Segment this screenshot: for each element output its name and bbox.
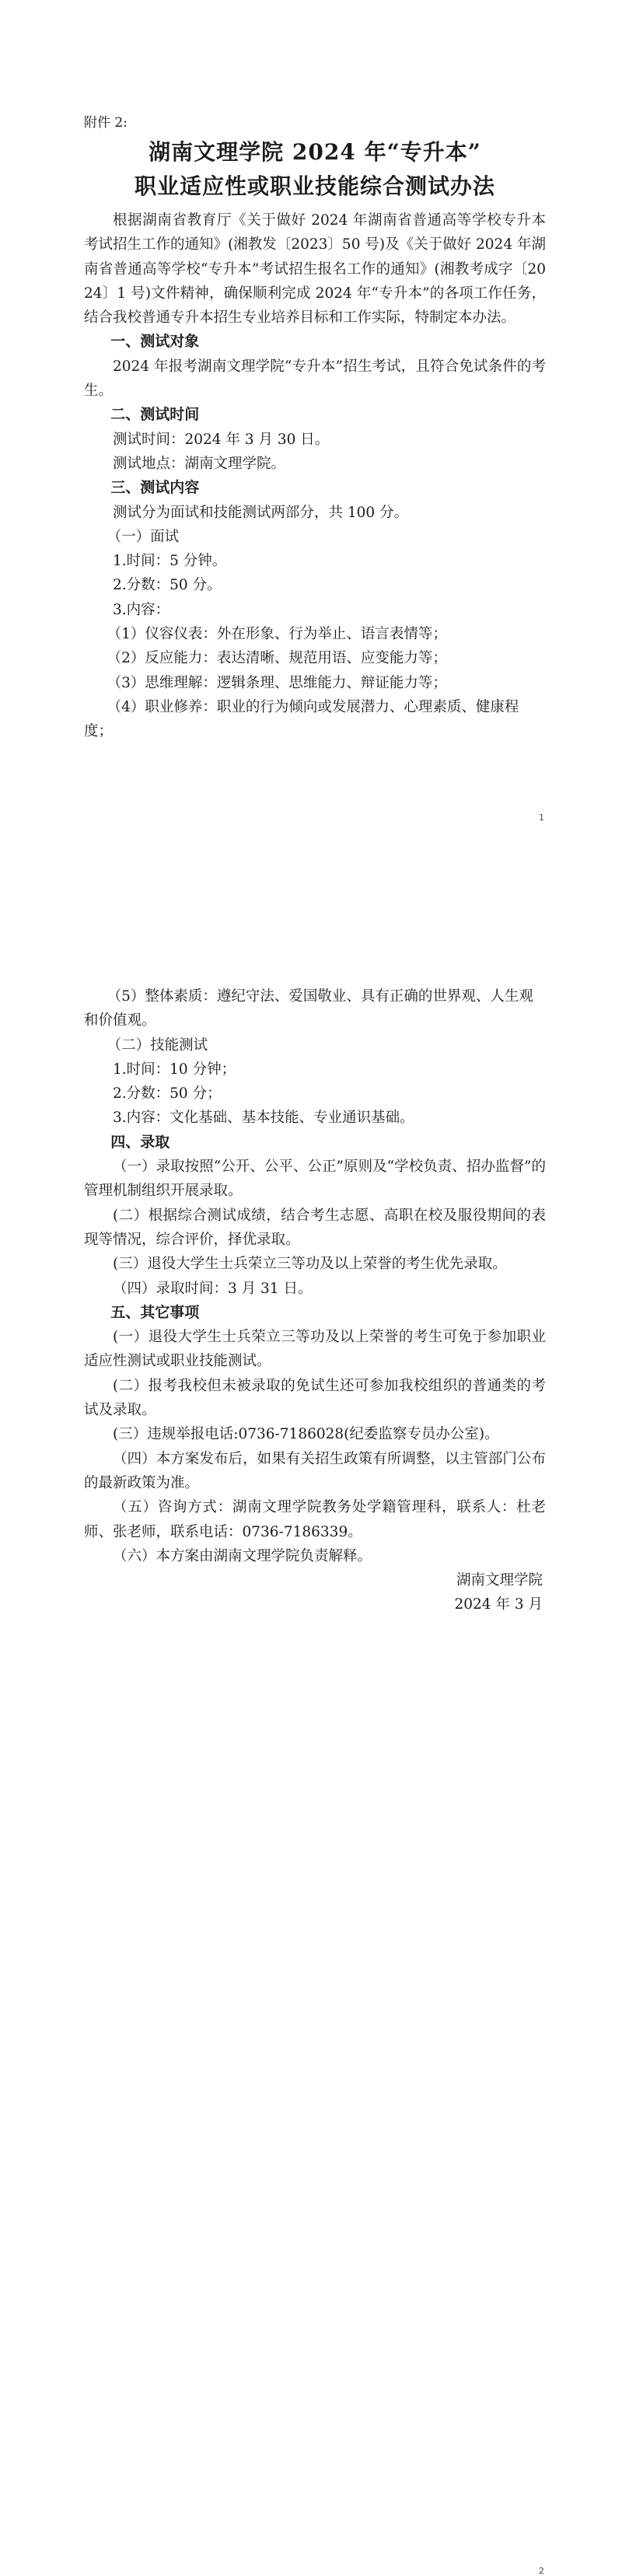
interview-content: 3.内容： [113, 601, 170, 618]
signature-organization: 湖南文理学院 [456, 1572, 543, 1589]
signature-date: 2024 年 3 月 [454, 1596, 543, 1613]
page-number-1: 1 [539, 813, 544, 823]
section-3-sub-skill: （二）技能测试 [107, 1036, 208, 1054]
section-3-heading: 三、测试内容 [110, 479, 200, 497]
section-3-text: 测试分为面试和技能测试两部分，共 100 分。 [113, 504, 409, 521]
interview-score: 2.分数：50 分。 [113, 577, 222, 594]
admission-item-2: (二）根据综合测试成绩，结合考生志愿、高职在校及服役期间的表现等情况，综合评价，择优录取。 [84, 1207, 546, 1248]
other-item-1: (一）退役大学生士兵荣立三等功及以上荣誉的考生可免于参加职业适应性测试或职业技能测试。 [84, 1329, 546, 1370]
skill-time: 1.时间：10 分钟； [113, 1061, 236, 1078]
other-item-3: (三）违规举报电话:0736-7186028(纪委监察专员办公室)。 [113, 1426, 499, 1443]
interview-item-2: （2）反应能力：表达清晰、规范用语、应变能力等； [107, 650, 447, 667]
section-2-time: 测试时间：2024 年 3 月 30 日。 [113, 431, 330, 448]
section-5-heading: 五、其它事项 [110, 1303, 200, 1321]
page-2 [0, 880, 622, 2576]
other-item-2: (二）报考我校但未被录取的免试生还可参加我校组织的普通类的考试及录取。 [84, 1377, 546, 1419]
section-2-place: 测试地点：湖南文理学院。 [113, 455, 286, 472]
skill-score: 2.分数：50 分； [113, 1085, 222, 1103]
admission-item-1: （一）录取按照“公开、公平、公正”原则及“学校负责、招办监督”的管理机制组织开展录取。 [84, 1159, 546, 1200]
interview-time: 1.时间：5 分钟。 [113, 553, 227, 570]
section-4-heading: 四、录取 [110, 1133, 170, 1151]
skill-content: 3.内容：文化基础、基本技能、专业通识基础。 [113, 1110, 414, 1127]
interview-item-4: （4）职业修养：职业的行为倾向或发展潜力、心理素质、健康程度； [84, 698, 519, 740]
admission-item-3: (三）退役大学生士兵荣立三等功及以上荣誉的考生优先录取。 [113, 1256, 507, 1273]
section-2-heading: 二、测试时间 [110, 406, 200, 424]
intro-paragraph: 根据湖南省教育厅《关于做好 2024 年湖南省普通高等学校专升本考试招生工作的通知》(湘教发〔2023〕50 号)及《关于做好 2024 年湖南省普通高等学校“专升本”考试招生报名工作的通知》(湘教考成字〔2024〕1 号)文件精神，确保顺利完成 2024 年“专升本”的各项工作任务，结合我校普通专升本招生专业培养目标和工作实际，特制定本办法。 [84, 212, 546, 327]
document-title-line-1: 湖南文理学院 2024 年“专升本” [149, 139, 481, 165]
section-1-text: 2024 年报考湖南文理学院“专升本”招生考试，且符合免试条件的考生。 [84, 358, 546, 400]
interview-item-3: （3）思维理解：逻辑条理、思维能力、辩证能力等； [107, 674, 447, 691]
other-item-5: （五）咨询方式：湖南文理学院教务处学籍管理科，联系人：杜老师、张老师，联系电话：0736-7186339。 [84, 1499, 546, 1540]
section-3-sub-interview: （一）面试 [107, 528, 180, 545]
admission-item-4: （四）录取时间：3 月 31 日。 [113, 1280, 313, 1297]
page-1-content [84, 114, 546, 744]
annex-label: 附件 2: [84, 115, 128, 131]
document-title-line-2: 职业适应性或职业技能综合测试办法 [134, 173, 495, 199]
other-item-4: （四）本方案发布后，如果有关招生政策有所调整，以主管部门公布的最新政策为准。 [84, 1450, 546, 1491]
other-item-6: （六）本方案由湖南文理学院负责解释。 [113, 1547, 372, 1564]
interview-item-1: （1）仪容仪表：外在形象、行为举止、语言表情等； [107, 626, 447, 643]
page-1 [0, 0, 622, 879]
page-2-content [84, 984, 546, 1617]
interview-item-5: （5）整体素质：遵纪守法、爱国敬业、具有正确的世界观、人生观和价值观。 [84, 988, 533, 1029]
page-number-2: 2 [539, 2566, 544, 2576]
section-1-heading: 一、测试对象 [110, 333, 200, 351]
